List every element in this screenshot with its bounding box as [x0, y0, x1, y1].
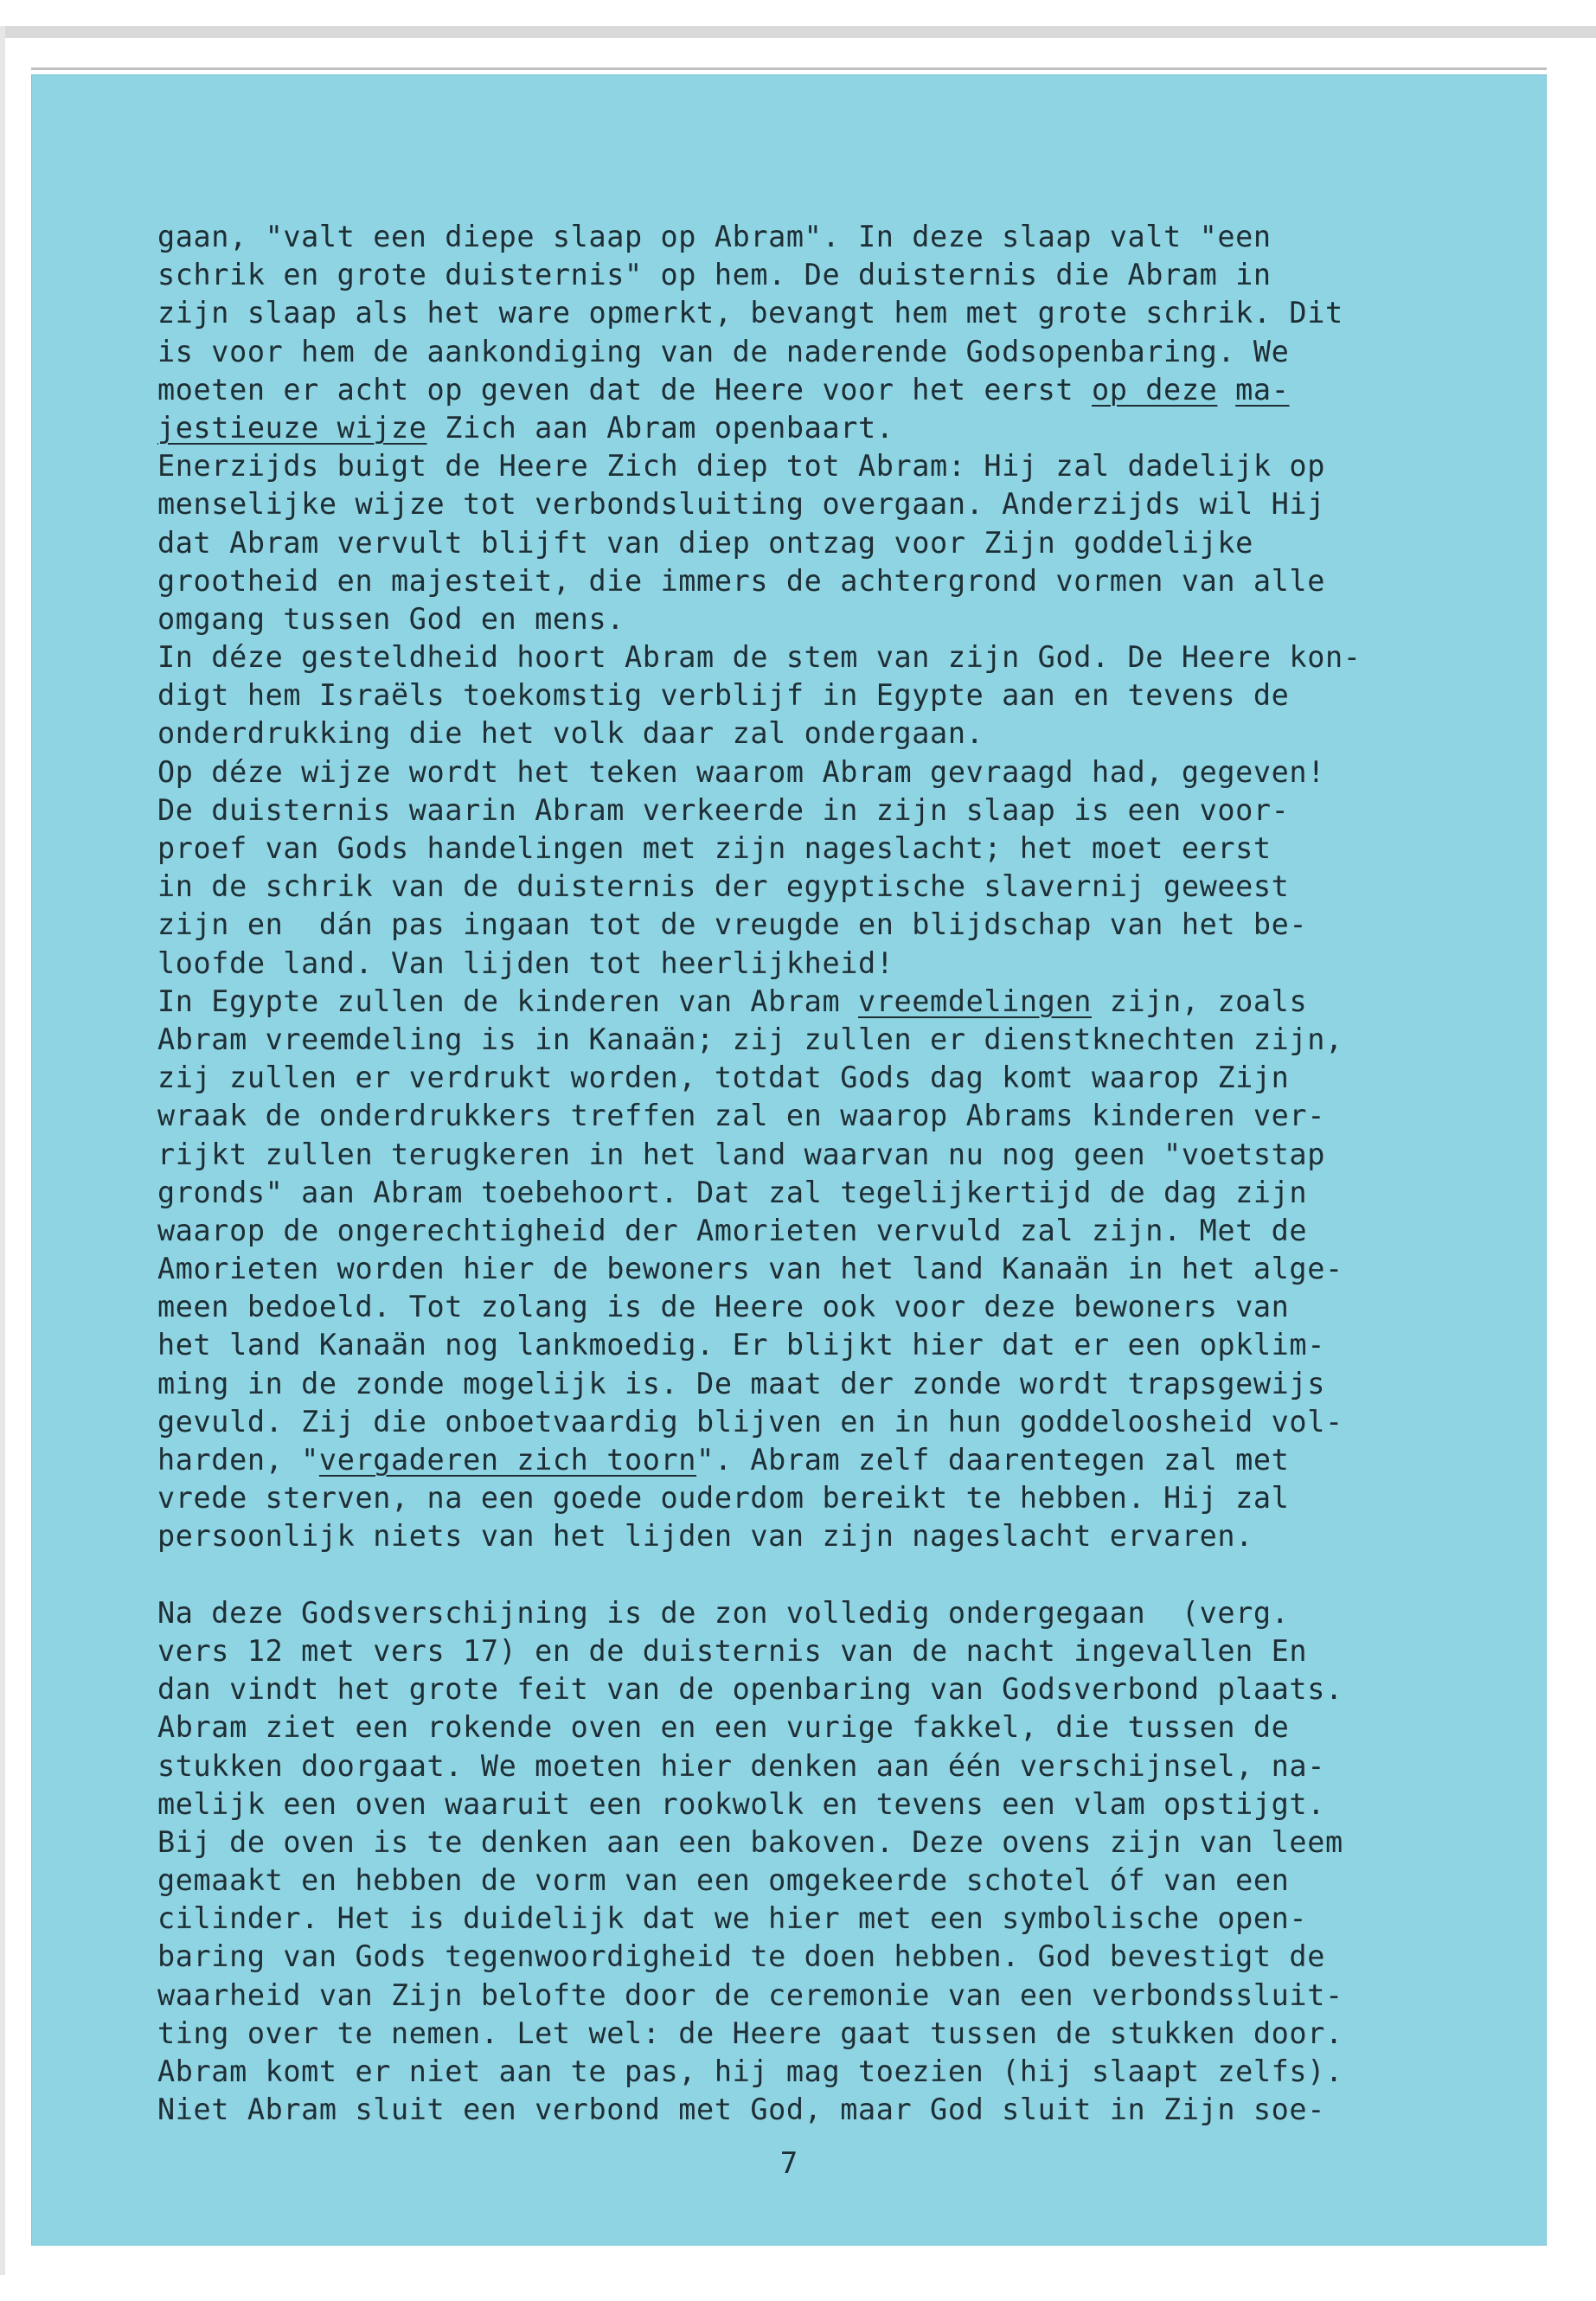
text-line: het land Kanaän nog lankmoedig. Er blijkt hier dat er een opklim- [157, 1328, 1325, 1362]
text-segment: harden, " [157, 1443, 319, 1477]
text-line: cilinder. Het is duidelijk dat we hier met een symbolische open- [157, 1901, 1308, 1936]
text-line: zijn en dán pas ingaan tot de vreugde en blijdschap van het be- [157, 907, 1308, 942]
text-line: rijkt zullen terugkeren in het land waarvan nu nog geen "voetstap [157, 1137, 1325, 1171]
text-line [157, 409, 1507, 447]
underlined-phrase: jestieuze wijze [157, 410, 427, 445]
underlined-phrase: vreemdelingen [857, 984, 1092, 1018]
text-line: dat Abram vervult blijft van diep ontzag voor Zijn goddelijke [157, 525, 1253, 560]
sheet-top-edge [31, 67, 1547, 70]
text-segment: ". Abram zelf daarentegen zal met [696, 1443, 1290, 1477]
text-line: melijk een oven waaruit een rookwolk en tevens een vlam opstijgt. [157, 1786, 1325, 1821]
text-line: schrik en grote duisternis" op hem. De duisternis die Abram in [157, 258, 1272, 292]
text-line: gronds" aan Abram toebehoort. Dat zal tegelijkertijd de dag zijn [157, 1175, 1308, 1209]
text-line: proef van Gods handelingen met zijn nageslacht; het moet eerst [157, 831, 1272, 865]
text-line: digt hem Israëls toekomstig verblijf in Egypte aan en tevens de [157, 678, 1290, 713]
text-line: in de schrik van de duisternis der egyptische slavernij geweest [157, 869, 1290, 904]
text-line: wraak de onderdrukkers treffen zal en waarop Abrams kinderen ver- [157, 1099, 1325, 1133]
text-line [157, 371, 1507, 409]
scan-border-left [0, 26, 5, 2275]
text-line: Abram vreemdeling is in Kanaän; zij zullen er dienstknechten zijn, [157, 1022, 1343, 1056]
text-line: onderdrukking die het volk daar zal ondergaan. [157, 716, 984, 751]
text-segment [1217, 373, 1235, 407]
text-line: vrede sterven, na een goede ouderdom bereikt te hebben. Hij zal [157, 1481, 1290, 1516]
text-line: gevuld. Zij die onboetvaardig blijven en in hun goddeloosheid vol- [157, 1404, 1343, 1439]
text-line: loofde land. Van lijden tot heerlijkheid! [157, 945, 894, 980]
text-line: zijn slaap als het ware opmerkt, bevangt hem met grote schrik. Dit [157, 296, 1343, 330]
text-line: dan vindt het grote feit van de openbaring van Godsverbond plaats. [157, 1672, 1343, 1707]
text-line [157, 983, 1507, 1021]
text-segment: In Egypte zullen de kinderen van Abram [157, 984, 858, 1018]
text-line: ming in de zonde mogelijk is. De maat der zonde wordt trapsgewijs [157, 1366, 1325, 1400]
text-line: waarheid van Zijn belofte door de ceremonie van een verbondssluit- [157, 1977, 1343, 2012]
text-line: Amorieten worden hier de bewoners van het land Kanaän in het alge- [157, 1252, 1343, 1286]
document-text [157, 218, 1507, 2129]
text-line: Abram komt er niet aan te pas, hij mag toezien (hij slaapt zelfs). [157, 2054, 1343, 2088]
text-line: zij zullen er verdrukt worden, totdat Gods dag komt waarop Zijn [157, 1061, 1290, 1095]
underlined-phrase: op deze [1091, 372, 1218, 407]
text-line: gaan, "valt een diepe slaap op Abram". In deze slaap valt "een [157, 220, 1272, 253]
text-line: Abram ziet een rokende oven en een vurige fakkel, die tussen de [157, 1710, 1290, 1745]
text-segment: zijn, zoals [1091, 984, 1308, 1018]
text-line: Op déze wijze wordt het teken waarom Abram gevraagd had, gegeven! [157, 754, 1325, 789]
text-segment: Zich aan Abram openbaart. [426, 410, 894, 445]
underlined-phrase: ma- [1235, 372, 1290, 407]
text-line: omgang tussen God en mens. [157, 601, 625, 636]
paragraph-gap [157, 1556, 1507, 1594]
text-line: menselijke wijze tot verbondsluiting overgaan. Anderzijds wil Hij [157, 487, 1325, 522]
text-segment: moeten er acht op geven dat de Heere voor het eerst [157, 372, 1092, 407]
text-line: Bij de oven is te denken aan een bakoven. Deze ovens zijn van leem [157, 1824, 1343, 1859]
text-line: Na deze Godsverschijning is de zon volledig ondergegaan (verg. [157, 1595, 1290, 1630]
text-line: In déze gesteldheid hoort Abram de stem van zijn God. De Heere kon- [157, 640, 1362, 675]
scan-border-top [0, 26, 1596, 38]
text-line: grootheid en majesteit, die immers de achtergrond vormen van alle [157, 563, 1325, 598]
text-line [157, 1441, 1507, 1479]
text-line: is voor hem de aankondiging van de naderende Godsopenbaring. We [157, 334, 1290, 369]
text-line: Niet Abram sluit een verbond met God, maar God sluit in Zijn soe- [157, 2093, 1325, 2127]
text-line: stukken doorgaat. We moeten hier denken aan één verschijnsel, na- [157, 1748, 1325, 1783]
text-line: baring van Gods tegenwoordigheid te doen hebben. God bevestigt de [157, 1939, 1325, 1974]
text-line: ting over te nemen. Let wel: de Heere gaat tussen de stukken door. [157, 2016, 1343, 2050]
text-line: vers 12 met vers 17) en de duisternis van de nacht ingevallen En [157, 1633, 1308, 1668]
page-number: 7 [779, 2146, 798, 2181]
page-sheet [31, 74, 1547, 2246]
text-line: meen bedoeld. Tot zolang is de Heere ook voor deze bewoners van [157, 1290, 1290, 1324]
underlined-phrase: vergaderen zich toorn [318, 1443, 697, 1477]
text-line: De duisternis waarin Abram verkeerde in zijn slaap is een voor- [157, 792, 1290, 827]
text-line: waarop de ongerechtigheid der Amorieten vervuld zal zijn. Met de [157, 1213, 1308, 1247]
text-line: Enerzijds buigt de Heere Zich diep tot Abram: Hij zal dadelijk op [157, 449, 1325, 484]
text-line: gemaakt en hebben de vorm van een omgekeerde schotel óf van een [157, 1863, 1290, 1898]
text-line: persoonlijk niets van het lijden van zijn nageslacht ervaren. [157, 1519, 1253, 1554]
